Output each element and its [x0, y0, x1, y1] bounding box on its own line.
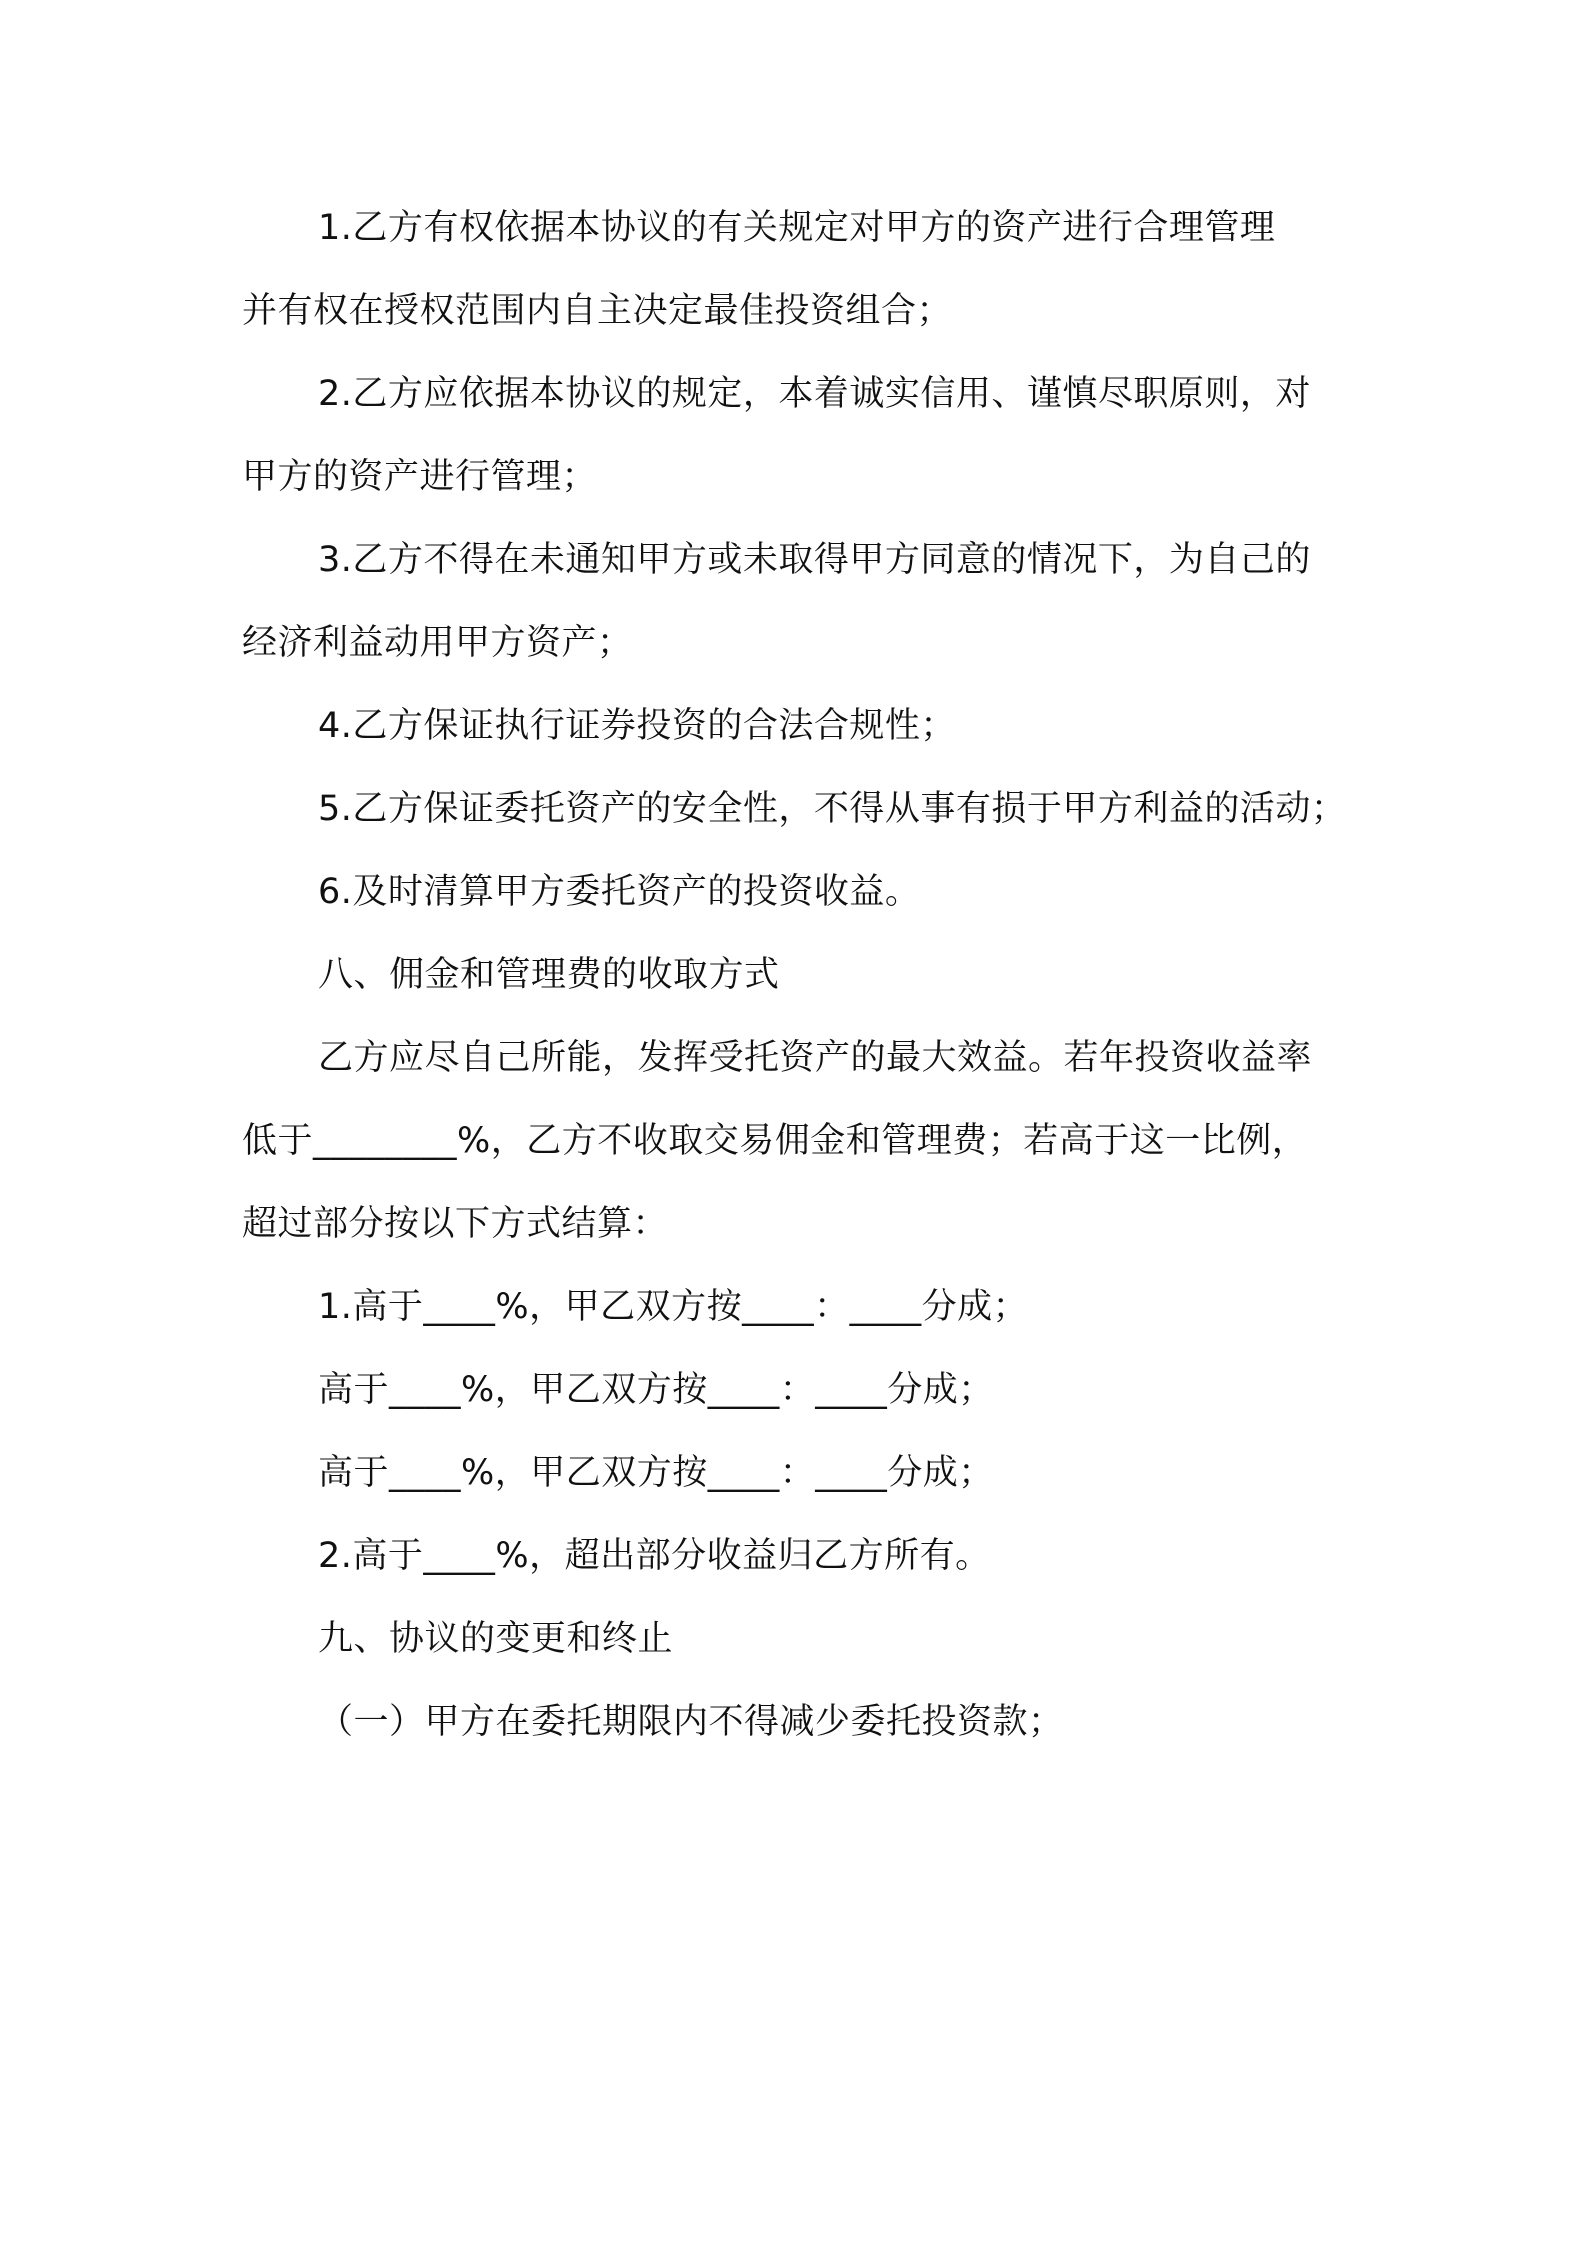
section-9-heading: 九、协议的变更和终止	[318, 1619, 674, 1659]
settlement-tier-3: 高于____%，甲乙双方按____：____分成；	[318, 1453, 994, 1493]
clause-2-line-2: 甲方的资产进行管理；	[242, 457, 598, 497]
clause-4: 4.乙方保证执行证券投资的合法合规性；	[318, 706, 956, 746]
clause-3-line-1: 3.乙方不得在未通知甲方或未取得甲方同意的情况下，为自己的	[318, 540, 1311, 580]
clause-1-line-2: 并有权在授权范围内自主决定最佳投资组合；	[242, 291, 953, 331]
clause-3-line-2: 经济利益动用甲方资产；	[242, 623, 633, 663]
settlement-tier-1: 1.高于____%，甲乙双方按____：____分成；	[318, 1287, 1029, 1327]
clause-6: 6.及时清算甲方委托资产的投资收益。	[318, 872, 921, 912]
section-8-paragraph-line-1: 乙方应尽自己所能，发挥受托资产的最大效益。若年投资收益率	[318, 1038, 1313, 1078]
section-8-paragraph-line-3: 超过部分按以下方式结算：	[242, 1204, 669, 1244]
section-8-paragraph-line-2: 低于________%，乙方不收取交易佣金和管理费；若高于这一比例，	[242, 1121, 1308, 1161]
clause-2-line-1: 2.乙方应依据本协议的规定，本着诚实信用、谨慎尽职原则，对	[318, 374, 1311, 414]
clause-5: 5.乙方保证委托资产的安全性，不得从事有损于甲方利益的活动；	[318, 789, 1347, 829]
section-9-item-1: （一）甲方在委托期限内不得减少委托投资款；	[318, 1702, 1064, 1742]
section-8-heading: 八、佣金和管理费的收取方式	[318, 955, 780, 995]
clause-1-line-1: 1.乙方有权依据本协议的有关规定对甲方的资产进行合理管理	[318, 208, 1276, 248]
settlement-excess: 2.高于____%，超出部分收益归乙方所有。	[318, 1536, 991, 1576]
settlement-tier-2: 高于____%，甲乙双方按____：____分成；	[318, 1370, 994, 1410]
